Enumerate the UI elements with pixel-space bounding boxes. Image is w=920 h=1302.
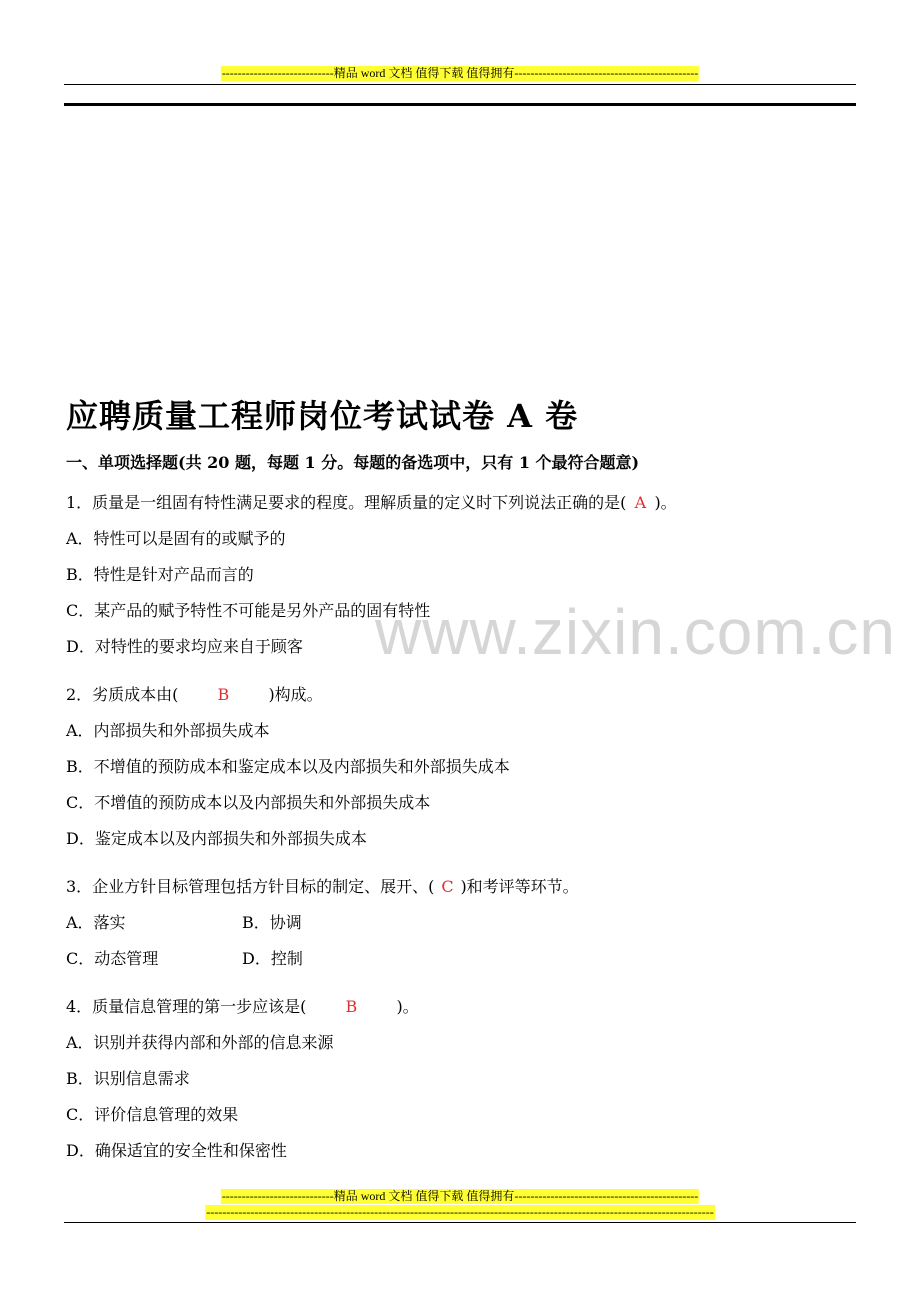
option-d: D．对特性的要求均应来自于顾客 — [66, 637, 303, 656]
question-stem — [66, 684, 866, 706]
question-1 — [66, 492, 866, 658]
answer-mark: A — [634, 493, 647, 512]
question-stem — [66, 876, 866, 898]
option-c: C．动态管理 — [66, 949, 159, 968]
question-stem-before: 2．劣质成本由( — [66, 685, 179, 704]
question-3 — [66, 876, 866, 970]
header-rule-thin — [64, 84, 856, 85]
option-b: B．识别信息需求 — [66, 1069, 190, 1088]
document-title: 应聘质量工程师岗位考试试卷 A 卷 — [66, 397, 579, 435]
question-stem — [66, 996, 866, 1018]
answer-mark: B — [217, 685, 230, 704]
option-a: A．内部损失和外部损失成本 — [66, 721, 270, 740]
question-stem-after: )。 — [654, 493, 677, 512]
option-c: C．评价信息管理的效果 — [66, 1105, 239, 1124]
document-body — [66, 390, 866, 1176]
option-b: B．特性是针对产品而言的 — [66, 565, 254, 584]
question-stem-before: 1．质量是一组固有特性满足要求的程度。理解质量的定义时下列说法正确的是( — [66, 493, 627, 512]
option-d: D．控制 — [242, 949, 303, 968]
option-a: A．特性可以是固有的或赋予的 — [66, 529, 286, 548]
option-row-ab — [66, 912, 866, 934]
option-c: C．不增值的预防成本以及内部损失和外部损失成本 — [66, 793, 431, 812]
option-c: C．某产品的赋予特性不可能是另外产品的固有特性 — [66, 601, 431, 620]
option-b: B．不增值的预防成本和鉴定成本以及内部损失和外部损失成本 — [66, 757, 510, 776]
question-stem-before: 4．质量信息管理的第一步应该是( — [66, 997, 307, 1016]
footer-rule — [64, 1222, 856, 1223]
option-row-cd — [66, 948, 866, 970]
question-4 — [66, 996, 866, 1162]
footer-banner-dashes: ------------------------------------------------------------------------------------------------------------------------------- — [206, 1205, 714, 1219]
option-d: D．鉴定成本以及内部损失和外部损失成本 — [66, 829, 367, 848]
option-d: D．确保适宜的安全性和保密性 — [66, 1141, 287, 1160]
header-banner: ----------------------------精品 word 文档 值得下载 值得拥有---------------------------------------------- — [221, 66, 699, 80]
question-stem — [66, 492, 866, 514]
option-a: A．识别并获得内部和外部的信息来源 — [66, 1033, 334, 1052]
question-2 — [66, 684, 866, 850]
question-stem-after: )。 — [396, 997, 419, 1016]
question-stem-after: )和考评等环节。 — [460, 877, 579, 896]
option-a: A．落实 — [66, 913, 126, 932]
question-stem-after: )构成。 — [268, 685, 323, 704]
answer-mark: C — [441, 877, 454, 896]
answer-mark: B — [345, 997, 358, 1016]
option-b: B．协调 — [242, 913, 302, 932]
watermark: www.zixin.com.cn — [375, 596, 896, 668]
section-heading: 一、单项选择题(共 20 题，每题 1 分。每题的备选项中，只有 1 个最符合题意) — [66, 453, 640, 472]
header-rule-thick — [64, 103, 856, 106]
footer-banner: ----------------------------精品 word 文档 值得下载 值得拥有---------------------------------------------- — [221, 1189, 699, 1203]
question-stem-before: 3．企业方针目标管理包括方针目标的制定、展开、( — [66, 877, 435, 896]
